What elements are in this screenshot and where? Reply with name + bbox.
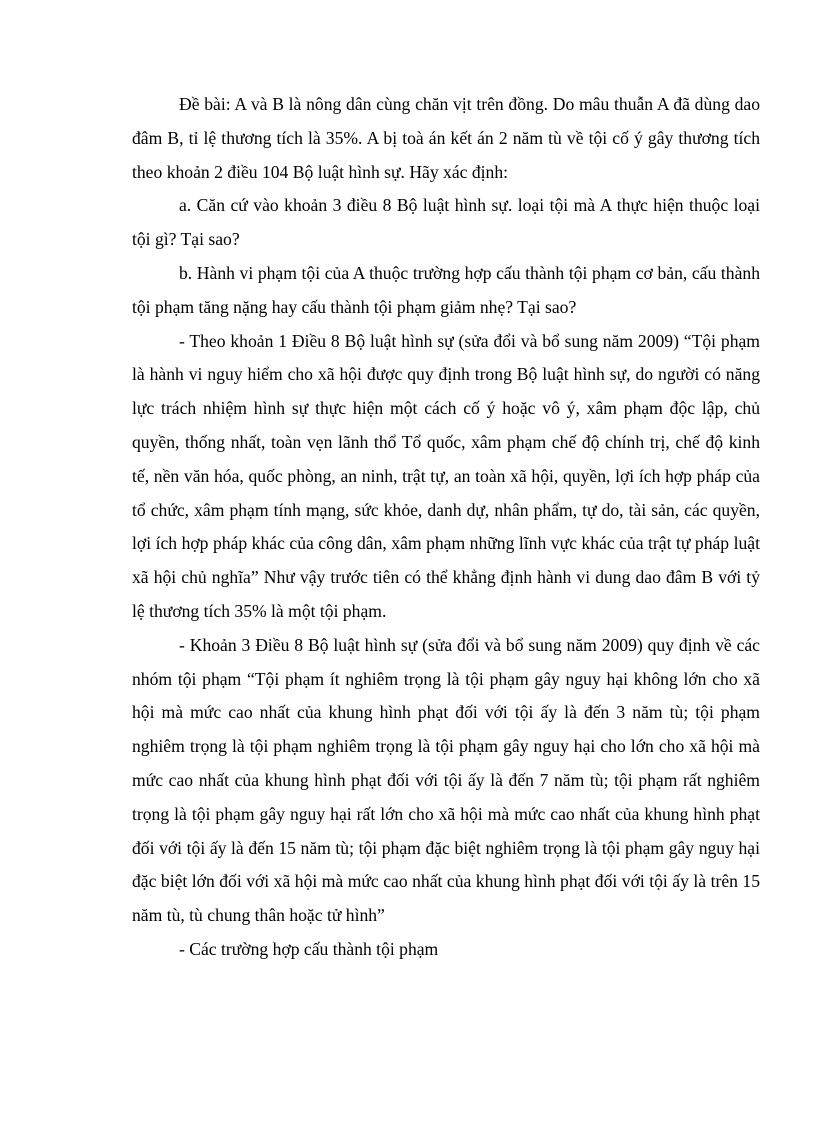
document-page bbox=[132, 88, 760, 967]
problem-statement: Đề bài: A và B là nông dân cùng chăn vịt trên đồng. Do mâu thuẫn A đã dùng dao đâm B, tỉ lệ thương tích là 35%. A bị toà án kết án 2 năm tù về tội cố ý gây thương tích theo khoản 2 điều 104 Bộ luật hình sự. Hãy xác định: bbox=[132, 94, 760, 182]
answer-paragraph-3: - Các trường hợp cấu thành tội phạm bbox=[179, 938, 439, 959]
answer-paragraph-1: - Theo khoản 1 Điều 8 Bộ luật hình sự (sửa đổi và bổ sung năm 2009) “Tội phạm là hành vi nguy hiểm cho xã hội được quy định trong Bộ luật hình sự, do người có năng lực trách nhiệm hình sự thực hiện một cách cố ý hoặc vô ý, xâm phạm độc lập, chủ quyền, thống nhất, toàn vẹn lãnh thổ Tổ quốc, xâm phạm chế độ chính trị, chế độ kinh tế, nền văn hóa, quốc phòng, an ninh, trật tự, an toàn xã hội, quyền, lợi ích hợp pháp của tổ chức, xâm phạm tính mạng, sức khỏe, danh dự, nhân phẩm, tự do, tài sản, các quyền, lợi ích hợp pháp khác của công dân, xâm phạm những lĩnh vực khác của trật tự pháp luật xã hội chủ nghĩa” Như vậy trước tiên có thể khẳng định hành vi dung dao đâm B với tỷ lệ thương tích 35% là một tội phạm. bbox=[132, 330, 760, 621]
question-b: b. Hành vi phạm tội của A thuộc trường hợp cấu thành tội phạm cơ bản, cấu thành tội phạm tăng nặng hay cấu thành tội phạm giảm nhẹ? Tại sao? bbox=[132, 262, 760, 317]
question-a: a. Căn cứ vào khoản 3 điều 8 Bộ luật hình sự. loại tội mà A thực hiện thuộc loại tội gì? Tại sao? bbox=[132, 195, 760, 250]
answer-paragraph-2: - Khoản 3 Điều 8 Bộ luật hình sự (sửa đổi và bổ sung năm 2009) quy định về các nhóm tội phạm “Tội phạm ít nghiêm trọng là tội phạm gây nguy hại không lớn cho xã hội mà mức cao nhất của khung hình phạt đối với tội ấy là đến 3 năm tù; tội phạm nghiêm trọng là tội phạm nghiêm trọng là tội phạm gây nguy hại cho lớn cho xã hội mà mức cao nhất của khung hình phạt đối với tội ấy là đến 7 năm tù; tội phạm rất nghiêm trọng là tội phạm gây nguy hại rất lớn cho xã hội mà mức cao nhất của khung hình phạt đối với tội ấy là đến 15 năm tù; tội phạm đặc biệt nghiêm trọng là tội phạm gây nguy hại đặc biệt lớn đối với xã hội mà mức cao nhất của khung hình phạt đối với tội ấy là trên 15 năm tù, tù chung thân hoặc tử hình” bbox=[132, 634, 760, 926]
